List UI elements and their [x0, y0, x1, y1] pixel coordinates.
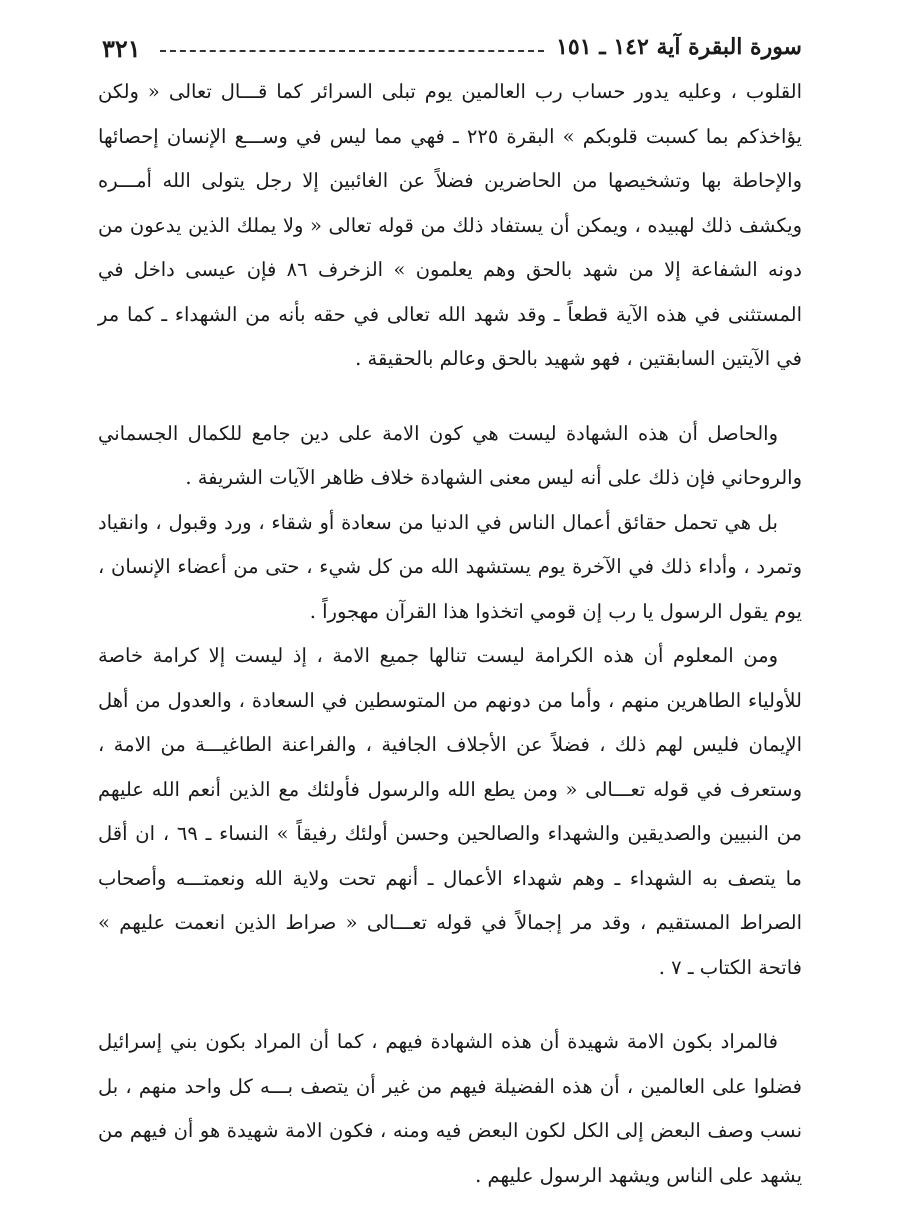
paragraph-5: فالمراد بكون الامة شهيدة أن هذه الشهادة فيهم ، كما أن المراد بكون بني إسرائيل فضلوا على العالمين ، أن هذه الفضيلة فيهم من غير أن يتصف بـــه كل واحد منهم ، بل نسب وصف البعض إلى الكل لكون البعض فيه ومنه ، فكون الامة شهيدة هو أن فيهم من يشهد على الناس ويشهد الرسول عليهم . [98, 1030, 802, 1187]
paragraph-3: بل هي تحمل حقائق أعمال الناس في الدنيا من سعادة أو شقاء ، ورد وقبول ، وانقياد وتمرد ، وأداء ذلك في الآخرة يوم يستشهد الله من كل شيء ، حتى من أعضاء الإنسان ، يوم يقول الرسول يا رب إن قومي اتخذوا هذا القرآن مهجوراً . [98, 510, 802, 623]
body-text [98, 70, 802, 1198]
paragraph-2: والحاصل أن هذه الشهادة ليست هي كون الامة على دين جامع للكمال الجسماني والروحاني فإن ذلك على أنه ليس معنى الشهادة خلاف ظاهر الآيات الشريفة . [98, 421, 802, 489]
page-number: ٣٢١ [102, 34, 141, 63]
paragraph-4: ومن المعلوم أن هذه الكرامة ليست تنالها جميع الامة ، إذ ليست إلا كرامة خاصة للأولياء الطاهرين منهم ، وأما من دونهم من المتوسطين في السعادة ، والعدول من أهل الإيمان فليس لهم ذلك ، فضلاً عن الأجلاف الجافية ، والفراعنة الطاغيـــة من الامة ، وستعرف في قوله تعـــالى « ومن يطع الله والرسول فأولئك مع الذين أنعم الله عليهم من النبيين والصديقين والشهداء والصالحين وحسن أولئك رفيقاً » النساء ـ ٦٩ ، ان أقل ما يتصف به الشهداء ـ وهم شهداء الأعمال ـ أنهم تحت ولاية الله ونعمتـــه وأصحاب الصراط المستقيم ، وقد مر إجمالاً في قوله تعـــالى « صراط الذين انعمت عليهم » فاتحة الكتاب ـ ٧ . [98, 644, 802, 979]
header-dashed-rule [160, 50, 544, 52]
paragraph-1: القلوب ، وعليه يدور حساب رب العالمين يوم تبلى السرائر كما قـــال تعالى « ولكن يؤاخذكم بما كسبت قلوبكم » البقرة ٢٢٥ ـ فهي مما ليس في وســـع الإنسان إحصائها والإحاطة بها وتشخيصها من الحاضرين فضلاً عن الغائبين إلا رجل يتولى الله أمـــره ويكشف ذلك لهبيده ، ويمكن أن يستفاد ذلك من قوله تعالى « ولا يملك الذين يدعون من دونه الشفاعة إلا من شهد بالحق وهم يعلمون » الزخرف ٨٦ فإن عيسى داخل في المستثنى في هذه الآية قطعاً ـ وقد شهد الله تعالى في حقه بأنه من الشهداء ـ كما مر في الآيتين السابقتين ، فهو شهيد بالحق وعالم بالحقيقة . [98, 80, 802, 370]
page-header [98, 34, 802, 70]
running-title: سورة البقرة آية ١٤٢ ـ ١٥١ [556, 34, 802, 60]
